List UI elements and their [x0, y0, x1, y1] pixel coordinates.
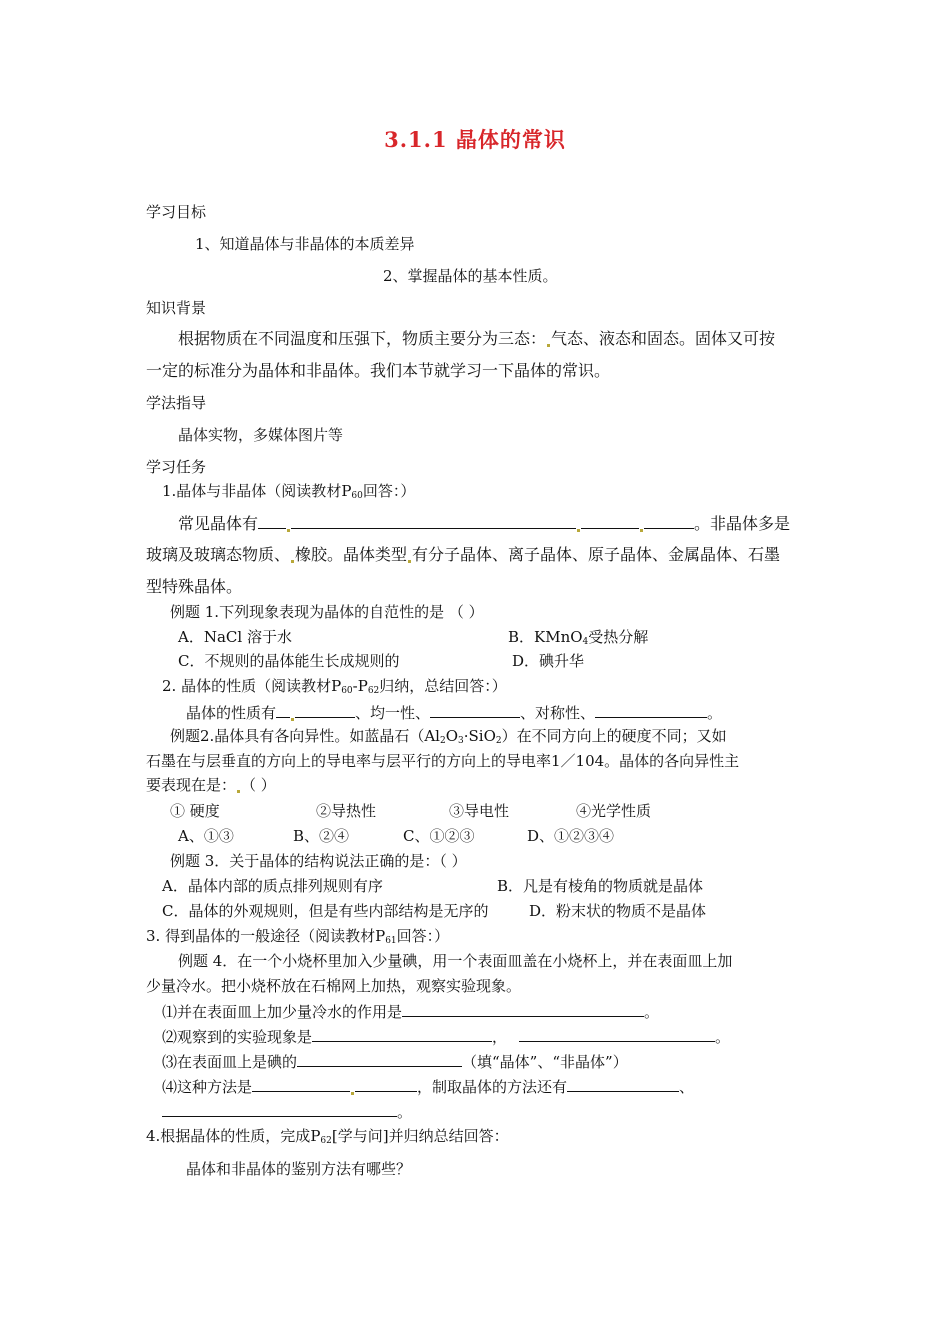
blank	[252, 1076, 350, 1092]
section-2-heading: 2. 晶体的性质（阅读教材$P_{60}-P_{62}$归纳，总结回答：）	[162, 677, 507, 696]
example-2-line2: 石墨在与层垂直的方向上的导电率与层平行的方向上的导电率1／104。晶体的各向异性主	[146, 752, 740, 770]
example-2-choice-c: C、①②③	[403, 827, 475, 845]
page-title: 3.1.1 晶体的常识	[384, 127, 566, 152]
blank	[430, 702, 520, 718]
example-1-option-d: D．碘升华	[512, 652, 585, 670]
blank	[297, 1051, 462, 1067]
mark-dot	[351, 1092, 354, 1095]
example-4-q5: 。	[162, 1101, 412, 1122]
example-2-item-4: ④光学性质	[576, 802, 652, 820]
blank	[291, 513, 576, 529]
method-text: 晶体实物，多媒体图片等	[178, 426, 344, 444]
mark-dot	[577, 529, 580, 532]
example-2-item-1: ① 硬度	[170, 802, 220, 820]
mark-dot	[287, 529, 290, 532]
example-2-choice-d: D、①②③④	[527, 827, 615, 845]
example-1-option-a: A．NaCl 溶于水	[178, 628, 292, 646]
example-3-option-c: C．晶体的外观规则，但是有些内部结构是无序的	[162, 902, 489, 920]
section-4-heading: 4.根据晶体的性质，完成$P_{62}$[学与问]并归纳总结回答：	[146, 1127, 509, 1146]
mark-dot	[640, 529, 643, 532]
example-4-q1: ⑴并在表面皿上加少量冷水的作用是 。	[162, 1003, 660, 1021]
example-1-option-c: C．不规则的晶体能生长成规则的	[178, 652, 400, 670]
example-4-q4: ⑷这种方法是 ，制取晶体的方法还有 、	[162, 1078, 695, 1096]
blank	[162, 1101, 397, 1117]
example-4-line2: 少量冷水。把小烧杯放在石棉网上加热，观察实验现象。	[146, 977, 522, 995]
example-2-item-3: ③导电性	[449, 802, 510, 820]
example-4-q3: ⑶在表面皿上是碘的 （填“晶体”、“非晶体”）	[162, 1053, 628, 1071]
section-2-line: 晶体的性质有 、均一性、 、对称性、 。	[186, 704, 723, 722]
mark-dot	[408, 560, 411, 563]
example-2-line1: 例题2.晶体具有各向异性。如蓝晶石$(Al_2O_3\cdot SiO_2)$在不同方向上的硬度不同；又如	[170, 727, 727, 746]
blank	[595, 702, 707, 718]
section-1-line1: 常见晶体有 。非晶体多是	[178, 514, 791, 533]
blank	[402, 1001, 644, 1017]
task-heading: 学习任务	[146, 458, 207, 476]
example-2-choice-b: B、②④	[293, 827, 350, 845]
section-4-question: 晶体和非晶体的鉴别方法有哪些？	[186, 1160, 412, 1178]
blank	[276, 702, 290, 718]
blank	[295, 702, 355, 718]
blank	[519, 1026, 715, 1042]
blank	[644, 513, 694, 529]
goal-item-1: 1、知道晶体与非晶体的本质差异	[195, 235, 415, 253]
example-2-item-2: ②导热性	[316, 802, 377, 820]
background-paragraph-line1: 根据物质在不同温度和压强下，物质主要分为三态： 气态、液态和固态。固体又可按	[178, 329, 776, 348]
background-paragraph-line2: 一定的标准分为晶体和非晶体。我们本节就学习一下晶体的常识。	[146, 361, 611, 380]
mark-dot	[237, 790, 240, 793]
method-heading: 学法指导	[146, 394, 207, 412]
background-heading: 知识背景	[146, 299, 207, 317]
example-3-option-b: B．凡是有棱角的物质就是晶体	[497, 877, 704, 895]
goal-item-2: 2、掌握晶体的基本性质。	[383, 267, 558, 285]
example-4-q2: ⑵观察到的实验现象是 ， 。	[162, 1028, 731, 1046]
example-2-choice-a: A、①③	[178, 827, 234, 845]
example-3-question: 例题 3．关于晶体的结构说法正确的是：（ ）	[170, 852, 467, 870]
mark-dot	[547, 344, 550, 347]
section-1-line2: 玻璃及玻璃态物质、 橡胶。晶体类型 有分子晶体、离子晶体、原子晶体、金属晶体、石墨	[146, 545, 781, 564]
example-1-option-b: B．KMnO$_4$受热分解	[508, 628, 649, 647]
example-4-line1: 例题 4．在一个小烧杯里加入少量碘，用一个表面皿盖在小烧杯上，并在表面皿上加	[178, 952, 733, 970]
blank	[355, 1076, 417, 1092]
section-1-heading: 1.晶体与非晶体（阅读教材$P_{60}$回答：）	[162, 482, 416, 501]
blank	[581, 513, 639, 529]
mark-dot	[291, 560, 294, 563]
goals-heading: 学习目标	[146, 203, 207, 221]
example-2-line3: 要表现在是： （ ）	[146, 776, 276, 794]
mark-dot	[291, 718, 294, 721]
blank	[567, 1076, 679, 1092]
example-3-option-d: D．粉末状的物质不是晶体	[529, 902, 707, 920]
section-3-heading: 3. 得到晶体的一般途径（阅读教材$P_{61}$回答：）	[146, 927, 450, 946]
blank	[258, 513, 286, 529]
example-3-option-a: A．晶体内部的质点排列规则有序	[162, 877, 383, 895]
blank	[312, 1026, 492, 1042]
example-1-question: 例题 1.下列现象表现为晶体的自范性的是 （ ）	[170, 603, 484, 621]
section-1-line3: 型特殊晶体。	[146, 577, 243, 596]
